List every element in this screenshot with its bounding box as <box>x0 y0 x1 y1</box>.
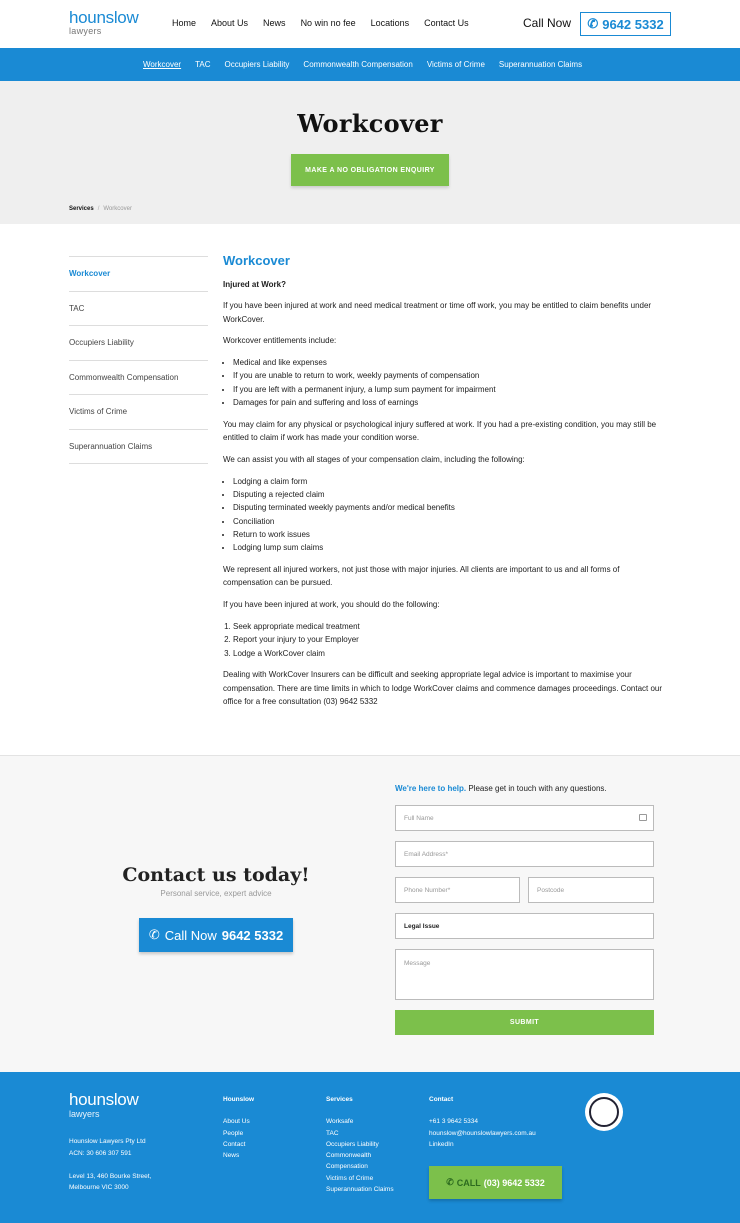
paragraph: You may claim for any physical or psychological injury suffered at work. If you had a pre-existing condition, you may still be entitled to claim if work has made your condition worse. <box>223 419 657 443</box>
paragraph: If you have been injured at work, you should do the following: <box>223 600 440 610</box>
help-rest: Please get in touch with any questions. <box>466 784 607 793</box>
site-header <box>0 0 740 48</box>
list-item: • Disputing terminated weekly payments and/or medical benefits <box>233 501 668 514</box>
footer-email[interactable]: hounslow@hounslowlawyers.com.au <box>429 1129 536 1137</box>
content-heading: Workcover <box>223 253 290 268</box>
call-now-number: 9642 5332 <box>221 927 284 943</box>
call-now-button[interactable] <box>139 918 293 952</box>
postcode-field[interactable]: Postcode <box>528 877 654 903</box>
paragraph: We can assist you with all stages of your compensation claim, including the following: <box>223 454 525 464</box>
footer-call-number: (03) 9642 5332 <box>483 1177 545 1188</box>
list-item: • Return to work issues <box>233 528 668 541</box>
help-text <box>395 784 607 793</box>
subnav-tac[interactable]: TAC <box>195 60 211 69</box>
steps-list <box>233 620 668 660</box>
footer-col-hounslow <box>223 1094 254 1161</box>
legal-issue-select[interactable]: Legal Issue <box>395 913 654 939</box>
subnav-victims-of-crime[interactable]: Victims of Crime <box>426 60 485 69</box>
list-item: 2. Report your injury to your Employer <box>233 633 668 646</box>
footer-col-contact <box>429 1094 536 1150</box>
sidebar-item-victims-of-crime[interactable]: Victims of Crime <box>69 394 208 429</box>
contact-card-icon <box>639 814 647 821</box>
assistance-list <box>233 475 668 555</box>
list-item: • Medical and like expenses <box>233 356 668 369</box>
footer-link-news[interactable]: News <box>223 1152 240 1160</box>
list-item: • If you are left with a permanent injury, a lump sum payment for impairment <box>233 383 668 396</box>
nav-locations[interactable]: Locations <box>370 18 410 28</box>
footer-call-button[interactable] <box>429 1166 562 1199</box>
footer-link-superannuation-claims[interactable]: Superannuation Claims <box>326 1186 394 1194</box>
footer-link-occupiers-liability[interactable]: Occupiers Liability <box>326 1140 379 1148</box>
subnav-superannuation-claims[interactable]: Superannuation Claims <box>498 60 583 69</box>
logo[interactable] <box>69 10 138 36</box>
list-item: 3. Lodge a WorkCover claim <box>233 647 668 660</box>
paragraph: If you have been injured at work and need medical treatment or time off work, you may be entitled to claim benefits under WorkCover. <box>223 301 652 324</box>
footer-link-commonwealth[interactable]: Commonwealth <box>326 1152 372 1160</box>
subnav-workcover[interactable]: Workcover <box>143 60 182 69</box>
site-footer <box>0 1072 740 1223</box>
entitlements-list <box>233 356 668 409</box>
list-item: • Lodging a claim form <box>233 475 668 488</box>
footer-link-about-us[interactable]: About Us <box>223 1118 250 1126</box>
footer-link-contact[interactable]: Contact <box>223 1140 246 1148</box>
main-nav <box>172 18 484 28</box>
help-strong: We're here to help. <box>395 784 467 793</box>
footer-col-services <box>326 1094 394 1195</box>
sidebar-item-commonwealth-compensation[interactable]: Commonwealth Compensation <box>69 360 208 395</box>
contact-section <box>0 755 740 1072</box>
phone-icon: ✆ <box>446 1177 454 1187</box>
header-phone-number: 9642 5332 <box>602 16 664 32</box>
footer-link-compensation[interactable]: Compensation <box>326 1163 368 1171</box>
address-line-2: Melbourne VIC 3000 <box>69 1184 129 1191</box>
footer-link-people[interactable]: People <box>223 1129 244 1137</box>
breadcrumb <box>69 206 132 212</box>
subnav-commonwealth-compensation[interactable]: Commonwealth Compensation <box>303 60 413 69</box>
footer-phone[interactable]: +61 3 9642 5334 <box>429 1118 478 1126</box>
call-now-label: Call Now <box>523 16 572 30</box>
company-acn: ACN: 30 606 307 591 <box>69 1149 132 1157</box>
footer-address <box>69 1136 151 1194</box>
full-name-field[interactable] <box>395 805 654 831</box>
breadcrumb-separator: / <box>97 206 100 212</box>
breadcrumb-current: Workcover <box>103 206 132 212</box>
phone-field[interactable]: Phone Number* <box>395 877 520 903</box>
footer-link-victims-of-crime[interactable]: Victims of Crime <box>326 1174 374 1182</box>
footer-logo-sub: lawyers <box>69 1109 100 1119</box>
full-name-placeholder: Full Name <box>404 814 434 822</box>
nav-no-win-no-fee[interactable]: No win no fee <box>300 18 356 28</box>
list-item: 1. Seek appropriate medical treatment <box>233 620 668 633</box>
message-textarea[interactable]: Message <box>395 949 654 1000</box>
footer-col-title: Contact <box>429 1096 454 1103</box>
sidebar <box>69 256 208 464</box>
logo-main: hounslow <box>69 8 139 27</box>
sidebar-divider <box>69 463 208 464</box>
nav-contact-us[interactable]: Contact Us <box>424 18 469 28</box>
sidebar-item-occupiers-liability[interactable]: Occupiers Liability <box>69 325 208 360</box>
breadcrumb-services[interactable]: Services <box>69 206 94 212</box>
footer-col-title: Services <box>326 1096 353 1103</box>
footer-linkedin[interactable]: LinkedIn <box>429 1140 454 1148</box>
footer-logo-main: hounslow <box>69 1090 139 1109</box>
accreditation-seal-icon <box>585 1093 623 1131</box>
footer-col-title: Hounslow <box>223 1096 255 1103</box>
call-now-label: Call Now <box>164 927 217 943</box>
footer-link-tac[interactable]: TAC <box>326 1129 339 1137</box>
footer-link-worksafe[interactable]: Worksafe <box>326 1118 354 1126</box>
nav-about-us[interactable]: About Us <box>211 18 249 28</box>
nav-home[interactable]: Home <box>172 18 197 28</box>
page-hero <box>0 81 740 224</box>
nav-news[interactable]: News <box>263 18 286 28</box>
list-item: • If you are unable to return to work, weekly payments of compensation <box>233 369 668 382</box>
header-phone-button[interactable] <box>580 12 671 36</box>
list-item: • Damages for pain and suffering and loss of earnings <box>233 396 668 409</box>
sidebar-item-tac[interactable]: TAC <box>69 291 208 326</box>
sidebar-item-workcover[interactable]: Workcover <box>69 256 208 291</box>
main-content <box>223 252 668 717</box>
submit-button[interactable]: SUBMIT <box>395 1010 654 1035</box>
paragraph: Workcover entitlements include: <box>223 336 337 346</box>
content-subheading: Injured at Work? <box>223 280 286 289</box>
services-nav <box>0 48 740 81</box>
phone-icon: ✆ <box>587 16 599 31</box>
email-field[interactable]: Email Address* <box>395 841 654 867</box>
contact-subtitle: Personal service, expert advice <box>160 889 272 898</box>
page-title: Workcover <box>297 109 443 138</box>
address-line-1: Level 13, 460 Bourke Street, <box>69 1172 152 1180</box>
list-item: • Lodging lump sum claims <box>233 541 668 554</box>
list-item: • Conciliation <box>233 515 668 528</box>
footer-logo[interactable] <box>69 1092 138 1120</box>
paragraph: Dealing with WorkCover Insurers can be difficult and seeking appropriate legal advice is important to maximise your compensation. There are time limits in which to lodge WorkCover claims and commence damages proceedings. Contact our office for a free consultation (03) 9642 5332 <box>223 670 663 706</box>
subnav-occupiers-liability[interactable]: Occupiers Liability <box>224 60 290 69</box>
contact-title: Contact us today! <box>122 864 310 886</box>
sidebar-item-superannuation-claims[interactable]: Superannuation Claims <box>69 429 208 464</box>
footer-call-prefix: CALL <box>456 1177 481 1188</box>
company-name: Hounslow Lawyers Pty Ltd <box>69 1138 146 1145</box>
phone-icon: ✆ <box>148 927 160 942</box>
list-item: • Disputing a rejected claim <box>233 488 668 501</box>
logo-sub: lawyers <box>69 26 102 36</box>
paragraph: We represent all injured workers, not just those with major injuries. All clients are important to us and all forms of compensation can be pursued. <box>223 565 620 588</box>
enquiry-button[interactable]: MAKE A NO OBLIGATION ENQUIRY <box>291 154 449 186</box>
